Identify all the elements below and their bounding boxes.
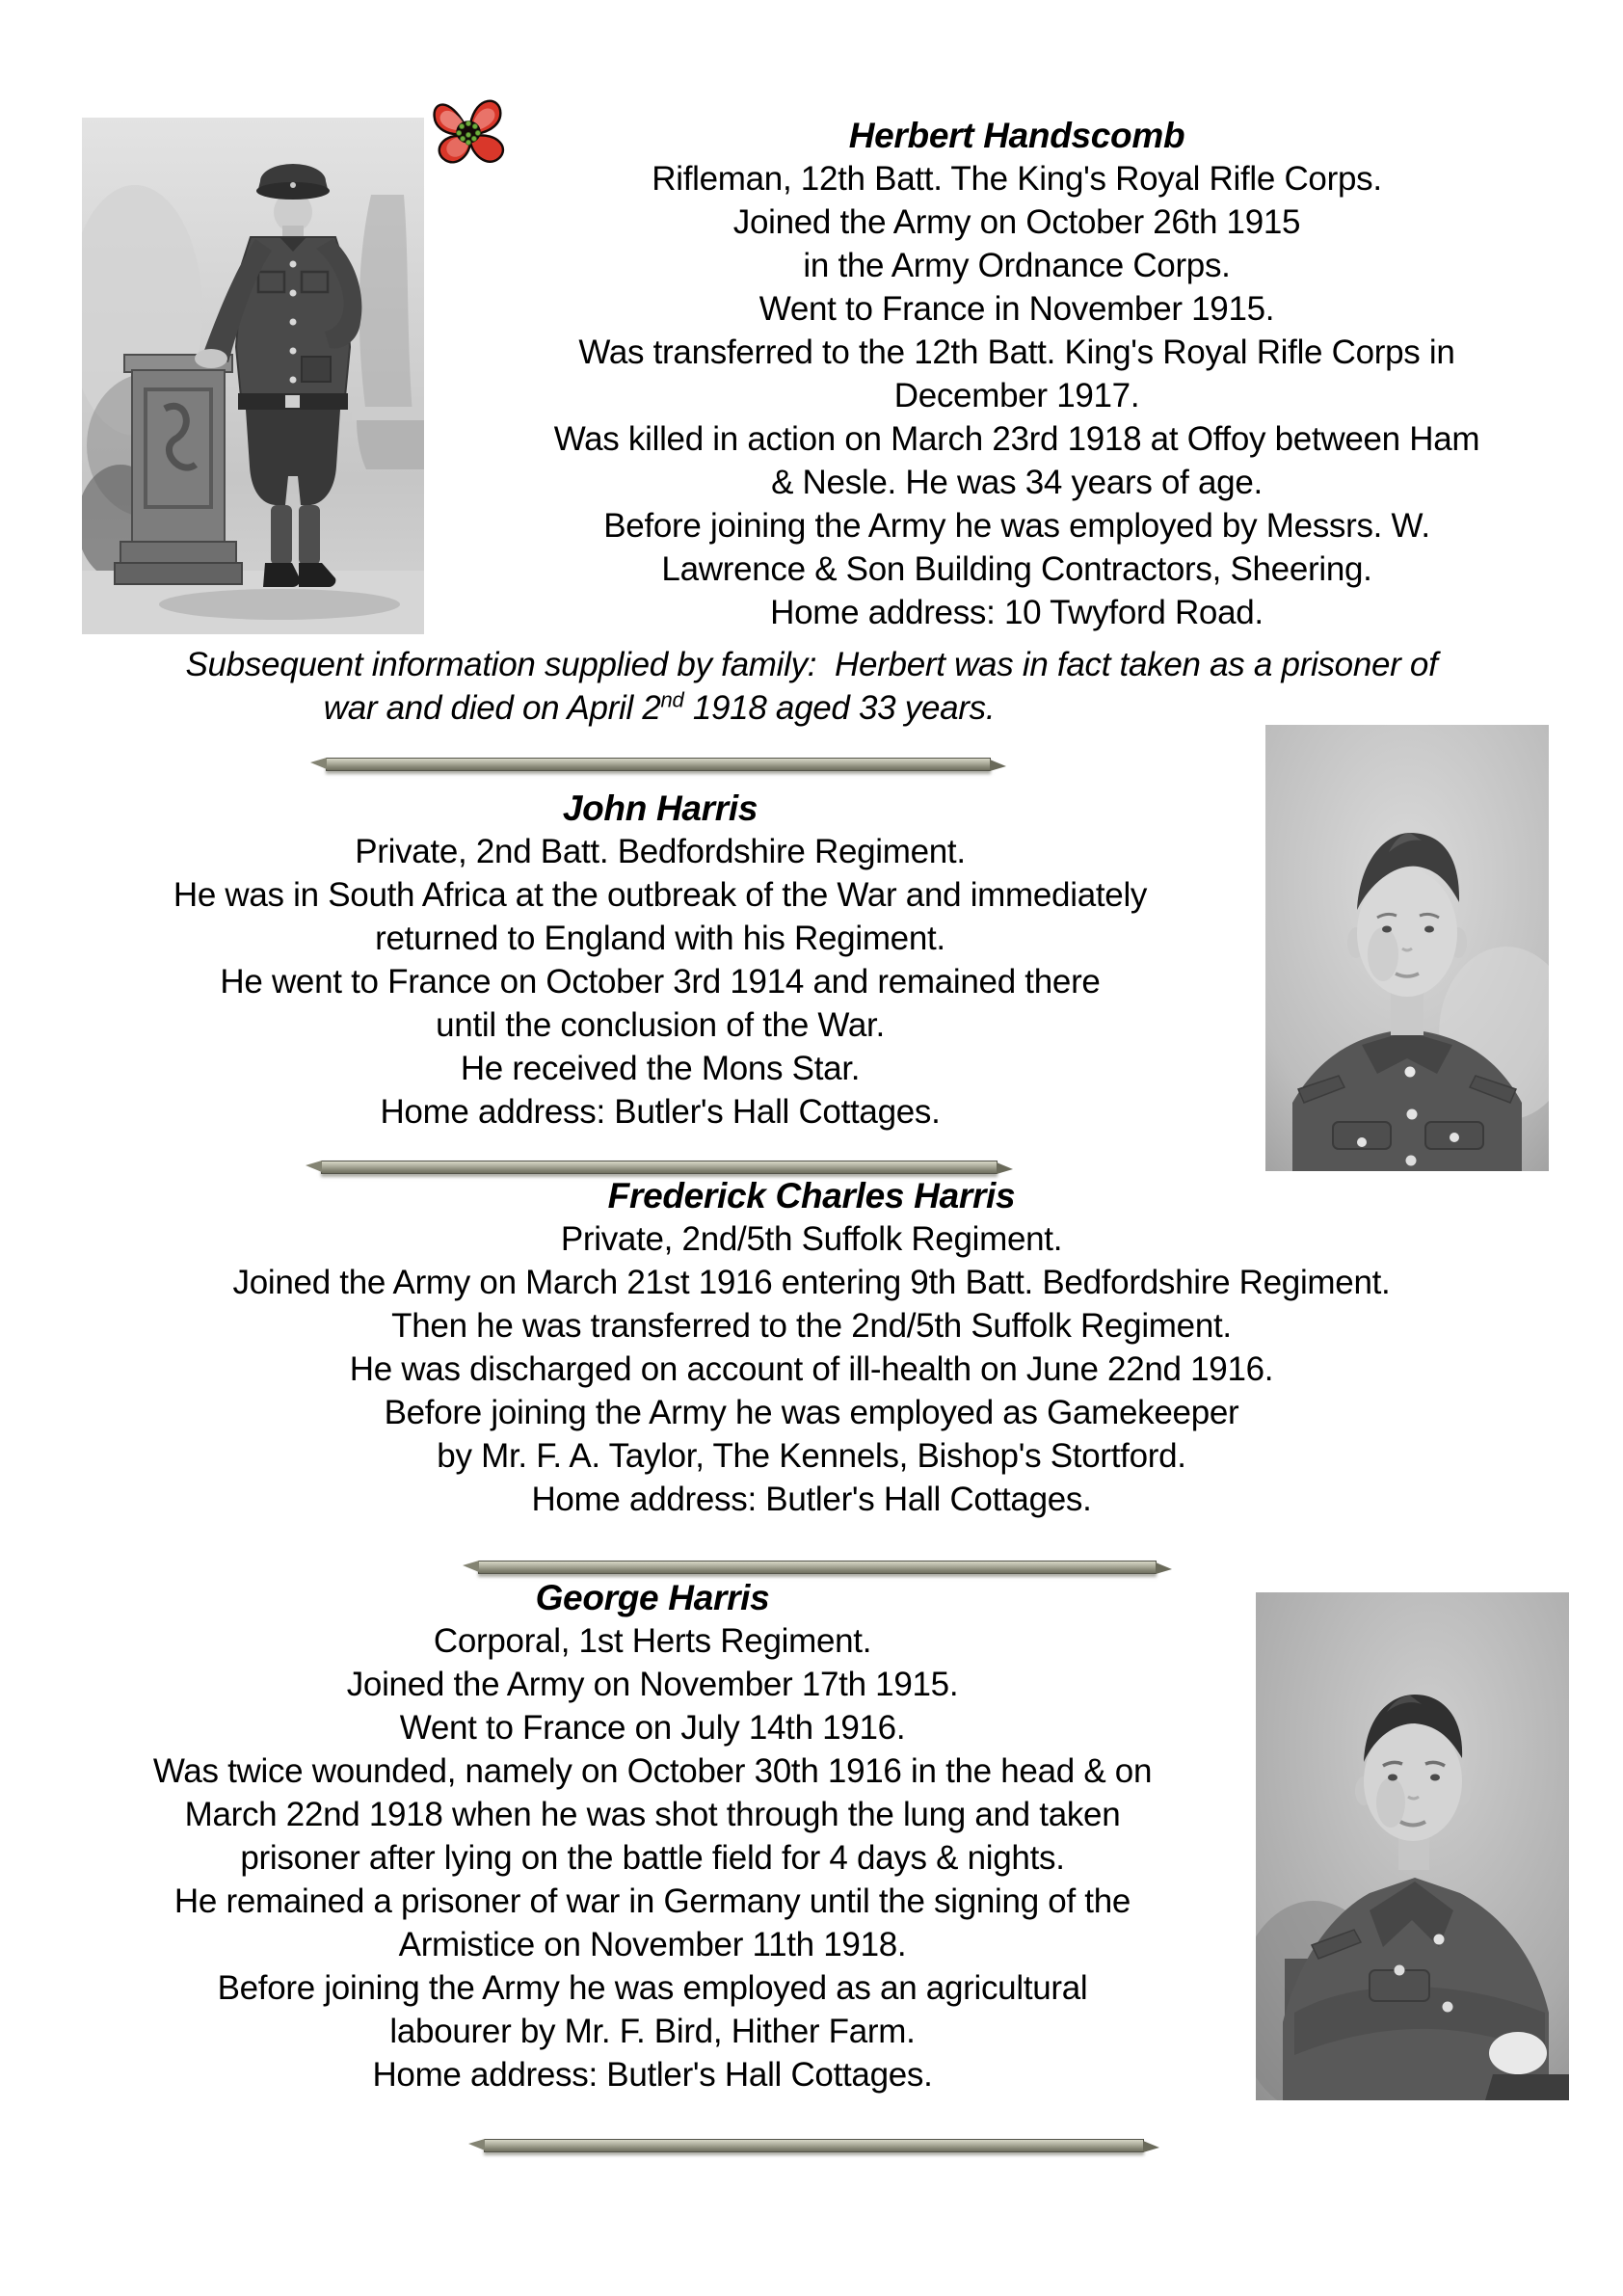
note-line2-pre: war and died on April 2 <box>323 689 661 727</box>
text-line: prisoner after lying on the battle field for 4 days & nights. <box>240 1839 1065 1877</box>
section-title: John Harris <box>562 788 758 828</box>
text-line: Private, 2nd/5th Suffolk Regiment. <box>560 1220 1063 1258</box>
text-line: Home address: Butler's Hall Cottages. <box>372 2056 933 2094</box>
text-line: by Mr. F. A. Taylor, The Kennels, Bishop's Stortford. <box>437 1437 1186 1475</box>
text-line: in the Army Ordnance Corps. <box>803 247 1231 284</box>
text-line: Then he was transferred to the 2nd/5th Suffolk Regiment. <box>391 1307 1232 1345</box>
text-line: Went to France in November 1915. <box>758 290 1275 328</box>
text-line: Subsequent information supplied by family: Herbert was in fact taken as a prisoner of <box>185 646 1438 683</box>
section-divider <box>321 1161 998 1174</box>
text-line: Was transferred to the 12th Batt. King's Royal Rifle Corps in <box>578 334 1455 371</box>
section-herbert-handscomb <box>429 114 1605 634</box>
herbert-handscomb-photo <box>82 118 424 634</box>
section-title: Frederick Charles Harris <box>607 1176 1016 1215</box>
text-line: Was twice wounded, namely on October 30th 1916 in the head & on <box>152 1752 1153 1790</box>
text-line: Rifleman, 12th Batt. The King's Royal Rifle Corps. <box>652 160 1382 198</box>
section-george-harris <box>58 1576 1247 2096</box>
note-line2-post: 1918 aged 33 years. <box>683 689 996 727</box>
text-line: Armistice on November 11th 1918. <box>398 1926 907 1963</box>
section-divider <box>478 1561 1157 1574</box>
section-john-harris <box>58 787 1263 1134</box>
text-line: Joined the Army on March 21st 1916 entering 9th Batt. Bedfordshire Regiment. <box>232 1264 1391 1301</box>
text-line: March 22nd 1918 when he was shot through the lung and taken <box>184 1796 1121 1833</box>
section-frederick-charles-harris <box>58 1174 1565 1521</box>
text-line: He was discharged on account of ill-health on June 22nd 1916. <box>349 1350 1274 1388</box>
text-line: Before joining the Army he was employed as Gamekeeper <box>384 1394 1239 1431</box>
text-line: He received the Mons Star. <box>460 1050 861 1087</box>
section-divider <box>484 2139 1144 2152</box>
text-line: Lawrence & Son Building Contractors, Sheering. <box>661 550 1372 588</box>
text-line: He went to France on October 3rd 1914 and remained there <box>220 963 1101 1001</box>
george-harris-photo <box>1256 1592 1569 2100</box>
text-line: He was in South Africa at the outbreak of the War and immediately <box>173 876 1148 914</box>
text-line: Home address: 10 Twyford Road. <box>770 594 1264 631</box>
family-note <box>58 643 1565 730</box>
text-line: Joined the Army on November 17th 1915. <box>346 1666 959 1703</box>
section-divider <box>326 758 991 771</box>
section-title: Herbert Handscomb <box>848 116 1185 155</box>
text-line: Before joining the Army he was employed by Messrs. W. <box>603 507 1430 545</box>
text-line: & Nesle. He was 34 years of age. <box>771 464 1263 501</box>
text-line: Joined the Army on October 26th 1915 <box>732 203 1301 241</box>
text-line: Corporal, 1st Herts Regiment. <box>433 1622 872 1660</box>
text-line: Was killed in action on March 23rd 1918 at Offoy between Ham <box>553 420 1480 458</box>
text-line: Before joining the Army he was employed as an agricultural <box>217 1969 1088 2007</box>
text-line <box>0 686 1413 730</box>
text-line: He remained a prisoner of war in Germany until the signing of the <box>173 1882 1131 1920</box>
text-line: Home address: Butler's Hall Cottages. <box>380 1093 941 1131</box>
note-line2-superscript: nd <box>660 687 684 712</box>
section-title: George Harris <box>535 1578 770 1617</box>
john-harris-photo <box>1265 725 1549 1171</box>
text-line: Private, 2nd Batt. Bedfordshire Regiment. <box>355 833 966 870</box>
text-line: until the conclusion of the War. <box>436 1006 885 1044</box>
text-line: labourer by Mr. F. Bird, Hither Farm. <box>389 2013 916 2050</box>
text-line: Went to France on July 14th 1916. <box>399 1709 906 1747</box>
text-line: Home address: Butler's Hall Cottages. <box>531 1481 1092 1518</box>
text-line: returned to England with his Regiment. <box>375 920 945 957</box>
text-line: December 1917. <box>893 377 1140 414</box>
